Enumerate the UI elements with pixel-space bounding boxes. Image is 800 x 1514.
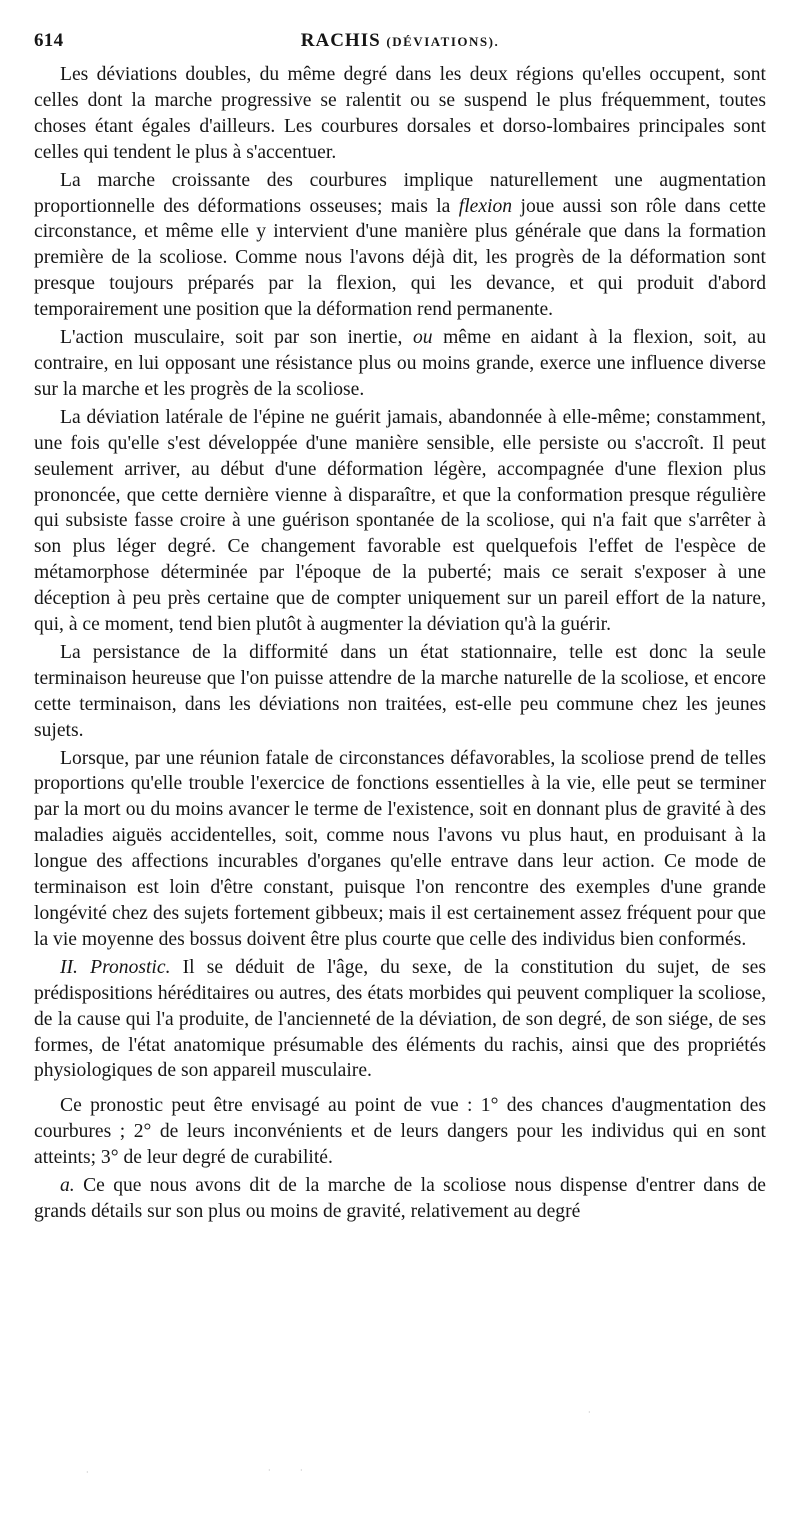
paragraph-text: La déviation latérale de l'épine ne guérit jamais, abandonnée à elle-même; constamment, une fois qu'elle s'est développée d'une manière sensible, elle persiste ou s'accroît. Il peut seulement arriver, au début d'une déformation légère, accompagnée d'une flexion plus prononcée, que cette dernière vienne à disparaître, et que la conformation presque régulière qui subsiste fasse croire à une guérison spontanée de la scoliose, qui n'a fait que s'arrêter à son plus léger degré. Ce changement favorable est quelquefois l'effet de l'espèce de métamorphose déterminée par l'époque de la puberté; mais ce serait s'exposer à une déception à peu près certaine que de compter uniquement sur un pareil effort de la nature, qui, à ce moment, tend bien plutôt à augmenter la déviation qu'à la guérir.	[34, 406, 766, 636]
body-text	[34, 62, 766, 1225]
emphasis-flexion: flexion	[458, 195, 513, 217]
running-title-main: RACHIS	[300, 30, 381, 51]
list-marker-a: a.	[60, 1175, 75, 1197]
paragraph-text: L'action musculaire, soit par son inertie,	[60, 327, 413, 349]
paragraph-lateral-deviation	[34, 405, 766, 638]
paragraph-text: Les déviations doubles, du même degré dans les deux régions qu'elles occupent, sont celles dont la marche progressive se ralentit ou se suspend le plus fréquemment, toutes choses étant égales d'ailleurs. Les courbures dorsales et dorso-lombaires principales sont celles qui tendent le plus à s'accentuer.	[34, 64, 766, 163]
paragraph-fatal-outcome	[34, 746, 766, 953]
running-title	[34, 30, 766, 52]
paragraph-text: La marche croissante des courbures implique naturellement une augmentation proportionnelle des déformations osseuses; mais la	[34, 169, 766, 217]
running-title-sub: (DÉVIATIONS).	[386, 34, 500, 49]
paragraph-pronostic	[34, 955, 766, 1085]
paragraph-curve-progression	[34, 168, 766, 323]
paragraph-point-a	[34, 1173, 766, 1225]
emphasis-ou: ou	[412, 327, 433, 349]
paragraph-text: Ce que nous avons dit de la marche de la scoliose nous dispense d'entrer dans de grands détails sur son plus ou moins de gravité, relativement au degré	[34, 1175, 766, 1222]
section-heading-pronostic: II. Pronostic.	[60, 956, 171, 978]
paragraph-persistence	[34, 640, 766, 744]
paragraph-text: Lorsque, par une réunion fatale de circonstances défavorables, la scoliose prend de telles proportions qu'elle trouble l'exercice de fonctions essentielles à la vie, elle peut se terminer par la mort ou du moins avancer le terme de l'existence, soit en donnant plus de gravité à des maladies aiguës accidentelles, soit, comme nous l'avons vu plus haut, en produisant à la longue des affections incurables d'organes qu'elle entrave dans leur action. Ce mode de terminaison est loin d'être constant, puisque l'on rencontre des exemples d'une grande longévité chez des sujets fortement gibbeux; mais il est certainement assez fréquent pour que la vie moyenne des bossus doivent être plus courte que celle des individus bien conformés.	[34, 747, 766, 950]
scan-speck: ·	[588, 1408, 591, 1417]
page-number: 614	[34, 30, 64, 51]
paragraph-text: La persistance de la difformité dans un état stationnaire, telle est donc la seule terminaison heureuse que l'on puisse attendre de la marche naturelle de la scoliose, et encore cette terminaison, dans les déviations non traitées, est-elle peu commune chez les jeunes sujets.	[34, 641, 766, 741]
paragraph-text: joue aussi son rôle dans cette circonstance, et même elle y intervient d'une manière plus générale que dans la formation première de la scoliose. Comme nous l'avons déjà dit, les progrès de la déformation sont presque toujours préparés par la flexion, qui les devance, et qui produit d'abord temporairement une position que la déformation rend permanente.	[34, 195, 766, 321]
scan-speck: ·	[268, 1466, 271, 1475]
paragraph-text: Ce pronostic peut être envisagé au point de vue : 1° des chances d'augmentation des courbures ; 2° de leurs inconvénients et de leurs dangers pour les individus qui en sont atteints; 3° de leur degré de curabilité.	[34, 1095, 766, 1169]
paragraph-double-deviations	[34, 62, 766, 166]
book-page	[34, 30, 766, 1227]
paragraph-pronostic-viewpoints	[34, 1093, 766, 1171]
paragraph-text: même en aidant à la flexion, soit, au contraire, en lui opposant une résistance plus ou moins grande, exerce une influence diverse sur la marche et les progrès de la scoliose.	[34, 327, 766, 400]
running-head	[34, 30, 766, 60]
scan-speck: ·	[300, 1466, 303, 1475]
paragraph-muscular-action	[34, 325, 766, 403]
scan-speck: ·	[86, 1468, 89, 1477]
paragraph-text: Il se déduit de l'âge, du sexe, de la constitution du sujet, de ses prédispositions héréditaires ou autres, des états morbides qui peuvent compliquer la scoliose, de la cause qui l'a produite, de l'ancienneté de la déviation, de son degré, de son siége, de ses formes, de l'état anatomique présumable des éléments du rachis, ainsi que des propriétés physiologiques de son appareil musculaire.	[34, 956, 767, 1082]
